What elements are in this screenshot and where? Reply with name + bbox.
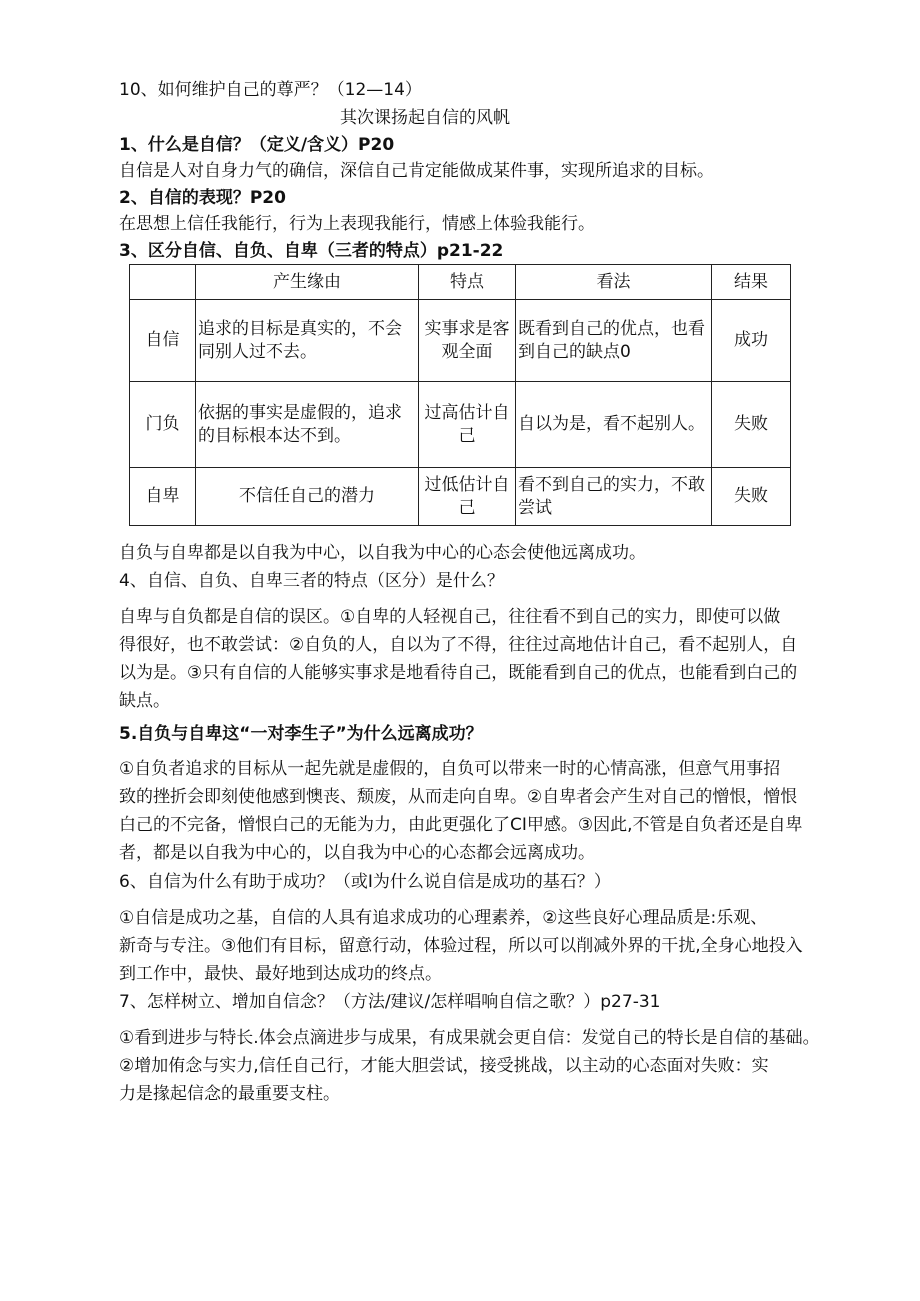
question-4: 4、自信、自负、自卑三者的特点（区分）是什么？ (119, 571, 504, 591)
answer-5-line: 白己的不完备，憎恨白己的无能为力，由此更强化了CI甲感。③因此,不管是自负者还是自卑 (119, 815, 803, 835)
header-view: 看法 (516, 265, 712, 300)
answer-4-line: 以为是。③只有自信的人能够实事求是地看待自己，既能看到自己的优点，也能看到白己的 (119, 663, 798, 683)
row-reason: 不信任自己的潜力 (196, 468, 419, 526)
answer-4-line: 自卑与自负都是自信的误区。①自卑的人轻视自己，往往看不到自己的实力，即使可以做 (119, 607, 781, 627)
row-name: 门负 (130, 382, 196, 468)
question-6: 6、自信为什么有助于成功？（或I为什么说自信是成功的基石？） (119, 872, 611, 892)
section-10-heading: 10、如何维护自己的尊严？（12—14） (119, 80, 422, 100)
row-result: 失败 (712, 468, 791, 526)
answer-4-line: 缺点。 (119, 691, 170, 711)
row-trait: 过高估计自己 (419, 382, 516, 468)
header-reason: 产生缘由 (196, 265, 419, 300)
summary-line: 自负与自卑都是以自我为中心，以自我为中心的心态会使他远离成功。 (119, 543, 646, 563)
chapter-title: 其次课扬起自信的风帆 (340, 108, 510, 128)
answer-5-line: 者，都是以自我为中心的，以自我为中心的心态都会远离成功。 (119, 843, 595, 863)
answer-7-line: 力是掾起信念的最重要支柱。 (119, 1084, 340, 1104)
answer-1: 自信是人对自身力气的确信，深信自己肯定能做成某件事，实现所追求的目标。 (119, 161, 714, 181)
table-header-row (130, 265, 791, 300)
row-trait: 过低估计自己 (419, 468, 516, 526)
question-5: 5.自负与自卑这“一对李生子”为什么远离成功？ (119, 724, 483, 744)
question-3: 3、区分自信、自负、自卑（三者的特点）p21-22 (119, 241, 504, 261)
row-reason: 依据的事实是虚假的，追求的目标根本达不到。 (196, 382, 419, 468)
table-row (130, 468, 791, 526)
table-row (130, 300, 791, 382)
answer-2: 在思想上信任我能行，行为上表现我能行，情感上体验我能行。 (119, 214, 595, 234)
row-view: 自以为是，看不起别人。 (516, 382, 712, 468)
answer-4-line: 得很好，也不敢尝试：②自负的人，自以为了不得，往往过高地估计自己，看不起别人，自 (119, 635, 798, 655)
row-reason: 追求的目标是真实的，不会同别人过不去。 (196, 300, 419, 382)
table-row (130, 382, 791, 468)
answer-5-line: 致的挫折会即刻使他感到懊丧、颓废，从而走向自卑。②自卑者会产生对自己的憎恨，憎恨 (119, 787, 798, 807)
answer-7-line: ①看到进步与特长.体会点滴进步与成果，有成果就会更自信：发觉自己的特长是自信的基础。 (119, 1028, 820, 1048)
header-trait: 特点 (419, 265, 516, 300)
answer-5-line: ①自负者追求的目标从一起先就是虚假的，自负可以带来一时的心情高涨，但意气用事招 (119, 759, 781, 779)
header-result: 结果 (712, 265, 791, 300)
row-result: 失败 (712, 382, 791, 468)
answer-6-line: 到工作中，最快、最好地到达成功的终点。 (119, 964, 442, 984)
row-view: 既看到自己的优点，也看到自己的缺点0 (516, 300, 712, 382)
comparison-table (129, 264, 791, 526)
question-2: 2、自信的表现？P20 (119, 188, 286, 208)
row-name: 自信 (130, 300, 196, 382)
answer-6-line: 新奇与专注。③他们有目标，留意行动，体验过程，所以可以削减外界的干扰,全身心地投入 (119, 936, 803, 956)
question-7: 7、怎样树立、增加自信念？（方法/建议/怎样唱响自信之歌？）p27-31 (119, 992, 661, 1012)
answer-6-line: ①自信是成功之基，自信的人具有追求成功的心理素养，②这些良好心理品质是:乐观、 (119, 908, 768, 928)
answer-7-line: ②增加侑念与实力,信任自己行，才能大胆尝试，接受挑战，以主动的心态面对失败：实 (119, 1056, 769, 1076)
row-result: 成功 (712, 300, 791, 382)
row-view: 看不到自己的实力，不敢尝试 (516, 468, 712, 526)
question-1: 1、什么是自信？（定义/含义）P20 (119, 135, 395, 155)
row-trait: 实事求是客观全面 (419, 300, 516, 382)
row-name: 自卑 (130, 468, 196, 526)
header-empty (130, 265, 196, 300)
